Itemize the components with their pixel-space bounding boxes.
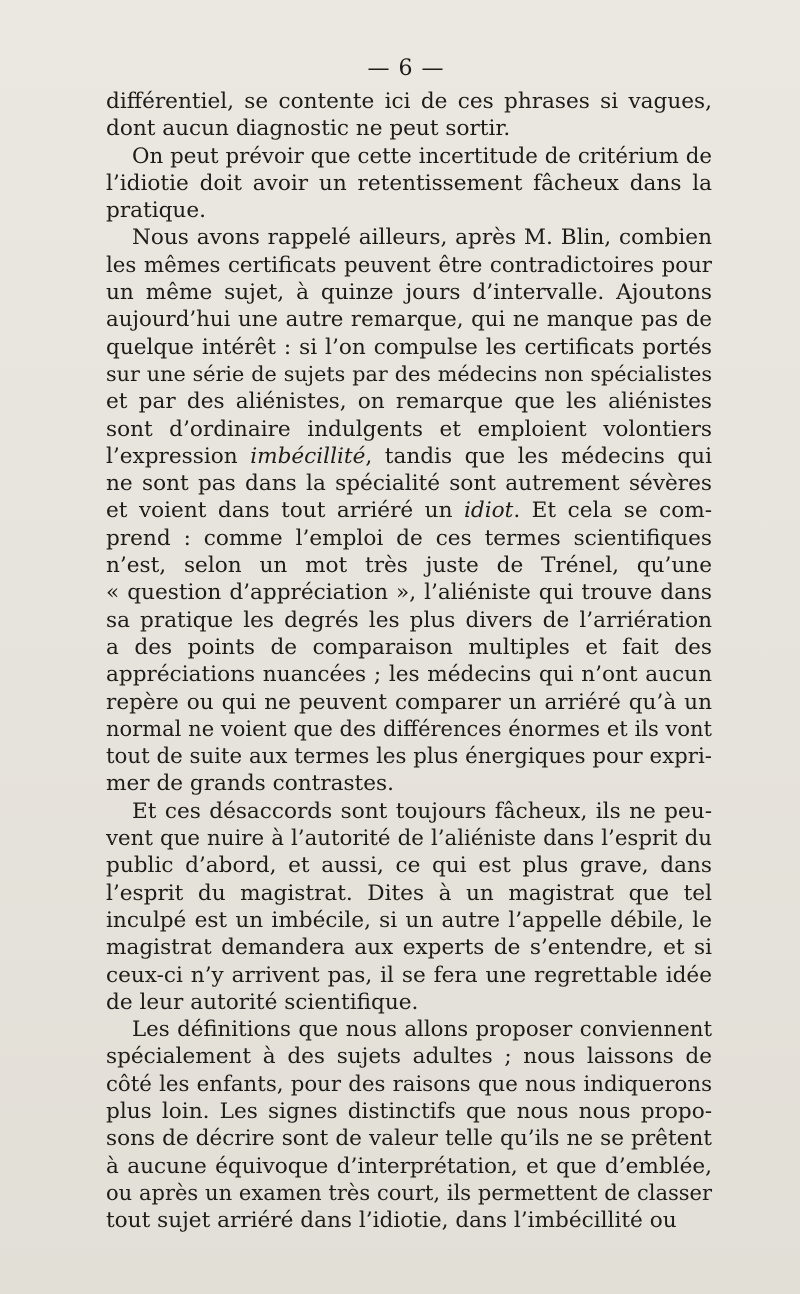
text-segment: prend : comme l’emploi de ces termes scientifiques [106,525,712,551]
text-line [106,525,712,552]
text-line [106,470,712,497]
body-text [106,88,712,1234]
text-segment: côté les enfants, pour des raisons que nous indiquerons [106,1071,712,1097]
text-line [106,416,712,443]
text-segment: à aucune équivoque d’interprétation, et que d’emblée, [106,1153,712,1179]
text-line [106,1153,712,1180]
text-segment: tout sujet arriéré dans l’idiotie, dans l’imbécillité ou [106,1208,677,1234]
text-line [106,634,712,661]
text-segment: de leur autorité scientifique. [106,989,419,1015]
text-line [106,1125,712,1152]
text-line [106,552,712,579]
text-segment: les mêmes certificats peuvent être contradictoires pour [106,252,712,278]
text-line [106,607,712,634]
text-line [106,689,712,716]
text-segment: l’idiotie doit avoir un retentissement fâcheux dans la [106,170,712,196]
text-segment: sur une série de sujets par des médecins non spécialistes [106,361,712,386]
text-line [106,1207,712,1234]
italic-term: imbécillité [250,443,366,469]
text-line [106,579,712,606]
text-line [106,252,712,279]
text-segment: Les définitions que nous allons proposer conviennent [132,1017,712,1043]
text-line [106,907,712,934]
text-segment: ou après un examen très court, ils permettent de classer [106,1180,712,1205]
text-segment: vent que nuire à l’autorité de l’aliéniste dans l’esprit du [106,826,712,852]
text-line [106,743,712,770]
text-segment: aujourd’hui une autre remarque, qui ne manque pas de [106,307,712,333]
text-segment: pratique. [106,198,206,224]
text-segment: magistrat demandera aux experts de s’entendre, et si [106,935,712,961]
text-line [106,962,712,989]
text-line [106,1180,712,1207]
text-segment: Et ces désaccords sont toujours fâcheux, ils ne peu- [132,798,712,824]
text-line [106,443,712,470]
text-line [106,306,712,333]
text-segment: appréciations nuancées ; les médecins qui n’ont aucun [106,662,712,688]
text-segment: Nous avons rappelé ailleurs, après M. Blin, combien [132,225,712,251]
text-segment: plus loin. Les signes distinctifs que nous nous propo- [106,1098,712,1124]
text-segment: public d’abord, et aussi, ce qui est plus grave, dans [106,853,712,879]
text-segment: , tandis que les médecins qui [365,443,712,469]
text-segment: mer de grands contrastes. [106,771,394,797]
text-line [106,934,712,961]
text-line [106,716,712,743]
text-line [106,88,712,115]
text-segment: et par des aliénistes, on remarque que les aliénistes [106,389,712,415]
text-segment: On peut prévoir que cette incertitude de critérium de [132,143,712,169]
text-line [106,115,712,142]
text-segment: sons de décrire sont de valeur telle qu’ils ne se prêtent [106,1126,712,1152]
italic-term: idiot [463,498,514,524]
text-segment: l’esprit du magistrat. Dites à un magistrat que tel [106,880,712,906]
text-segment: n’est, selon un mot très juste de Trénel, qu’une [106,553,712,579]
text-segment: a des points de comparaison multiples et fait des [106,634,712,660]
text-segment: normal ne voient que des différences énormes et ils vont [106,716,712,741]
text-line [106,170,712,197]
text-segment: tout de suite aux termes les plus énergiques pour expri- [106,744,712,770]
text-segment: sont d’ordinaire indulgents et emploient volontiers [106,416,712,442]
text-line [106,1071,712,1098]
text-segment: ceux-ci n’y arrivent pas, il se fera une regrettable idée [106,962,712,988]
text-line [106,143,712,170]
text-segment: sa pratique les degrés les plus divers de l’arriération [106,607,712,633]
text-segment: dont aucun diagnostic ne peut sortir. [106,116,511,142]
text-segment: un même sujet, à quinze jours d’intervalle. Ajoutons [106,280,712,306]
text-segment: différentiel, se contente ici de ces phrases si vagues, [106,89,712,114]
text-segment: . Et cela se com- [513,498,712,524]
text-line [106,825,712,852]
text-line [106,661,712,688]
text-segment: « question d’appréciation », l’aliéniste qui trouve dans [106,580,712,606]
text-line [106,770,712,797]
text-segment: quelque intérêt : si l’on compulse les certificats portés [106,334,712,360]
text-line [106,279,712,306]
text-line [106,388,712,415]
text-line [106,989,712,1016]
text-segment: spécialement à des sujets adultes ; nous laissons de [106,1044,712,1070]
text-line [106,1043,712,1070]
text-segment: ne sont pas dans la spécialité sont autrement sévères [106,471,712,497]
text-segment: et voient dans tout arriéré un [106,498,464,524]
text-line [106,880,712,907]
text-line [106,1098,712,1125]
page-number: — 6 — [367,56,445,81]
text-segment: l’expression [106,443,251,469]
text-line [106,497,712,524]
text-line [106,197,712,224]
text-line [106,224,712,251]
text-line [106,798,712,825]
text-segment: inculpé est un imbécile, si un autre l’appelle débile, le [106,907,712,933]
text-line [106,361,712,388]
text-line [106,334,712,361]
text-segment: repère ou qui ne peuvent comparer un arriéré qu’à un [106,689,712,715]
text-line [106,1016,712,1043]
text-line [106,852,712,879]
